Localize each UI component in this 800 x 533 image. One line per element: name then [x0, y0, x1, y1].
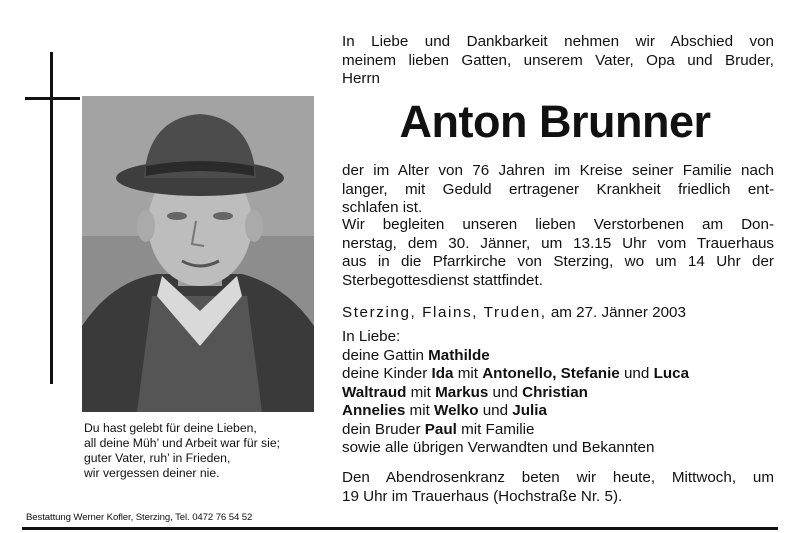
funeral-details [342, 216, 774, 290]
family-heading: In Liebe: [342, 328, 401, 345]
brother-suffix: mit Familie [461, 420, 535, 438]
poem-line: wir vergessen deiner nie. [84, 466, 220, 480]
partner-name: Welko [434, 402, 479, 419]
connector: mit [457, 365, 478, 382]
funeral-line: nerstag, dem 30. Jänner, um 13.15 Uhr vom Trauerhaus [342, 234, 774, 252]
connector: und [623, 365, 650, 382]
brother-name: Paul [424, 420, 457, 438]
family-wife [342, 347, 774, 366]
poem-line: Du hast gelebt für deine Lieben, [84, 421, 257, 435]
rosary-line: Den Abendrosenkranz beten wir heute, Mittwoch, um [342, 469, 774, 486]
grandchild-name: Luca [653, 365, 690, 382]
partner-name: Antonello, Stefanie [482, 365, 620, 382]
connector: und [482, 402, 509, 419]
brother-prefix: dein Bruder [342, 420, 421, 438]
intro-line: Herrn [342, 70, 380, 87]
intro-text [342, 33, 774, 89]
rosary-line: 19 Uhr im Trauerhaus (Hochstraße Nr. 5). [342, 487, 623, 505]
family-list [342, 328, 774, 458]
grandchild-name: Julia [512, 402, 547, 419]
places: Sterzing, Flains, Truden, [342, 304, 547, 321]
wife-name: Mathilde [428, 346, 490, 364]
announcement-text [342, 162, 774, 218]
connector: mit [409, 402, 430, 419]
funeral-home-info: Bestattung Werner Kofler, Sterzing, Tel. 0472 76 54 52 [26, 512, 253, 523]
child-name: Waltraud [342, 383, 407, 401]
poem-line: guter Vater, ruh’ in Frieden, [84, 451, 231, 465]
date: am 27. Jänner 2003 [550, 304, 686, 321]
family-children [342, 365, 774, 384]
partner-name: Markus [435, 383, 489, 401]
funeral-line: aus in die Pfarrkirche von Sterzing, wo um 14 Uhr der [342, 253, 774, 270]
connector: mit [410, 383, 431, 401]
funeral-line: Wir begleiten unseren lieben Verstorbenen am Don- [342, 216, 774, 233]
intro-line: In Liebe und Dankbarkeit nehmen wir Abschied von [342, 33, 774, 50]
rosary-info [342, 469, 774, 506]
deceased-name: Anton Brunner [399, 96, 711, 147]
announcement-line: langer, mit Geduld ertragener Krankheit friedlich ent- [342, 180, 774, 198]
wife-prefix: deine Gattin [342, 346, 424, 364]
announcement-line: der im Alter von 76 Jahren im Kreise seiner Familie nach [342, 162, 774, 179]
bottom-rule [22, 527, 778, 530]
place-date [342, 304, 686, 321]
connector: und [492, 383, 518, 401]
family-child2 [342, 384, 774, 403]
intro-line: meinem lieben Gatten, unserem Vater, Opa und Bruder, [342, 51, 774, 69]
cross-icon-horizontal [25, 97, 80, 100]
children-prefix: deine Kinder [342, 365, 428, 382]
child-name: Ida [431, 365, 454, 382]
grandchild-name: Christian [522, 383, 588, 401]
family-child3 [342, 402, 774, 421]
family-brother [342, 421, 774, 440]
family-others: sowie alle übrigen Verwandten und Bekannten [342, 439, 655, 456]
child-name: Annelies [342, 402, 406, 419]
poem [84, 421, 324, 481]
portrait-photo [82, 96, 314, 412]
cross-icon-vertical [50, 52, 53, 384]
funeral-line: Sterbegottesdienst stattfindet. [342, 271, 543, 289]
announcement-line: schlafen ist. [342, 199, 423, 216]
poem-line: all deine Müh’ und Arbeit war für sie; [84, 436, 281, 450]
